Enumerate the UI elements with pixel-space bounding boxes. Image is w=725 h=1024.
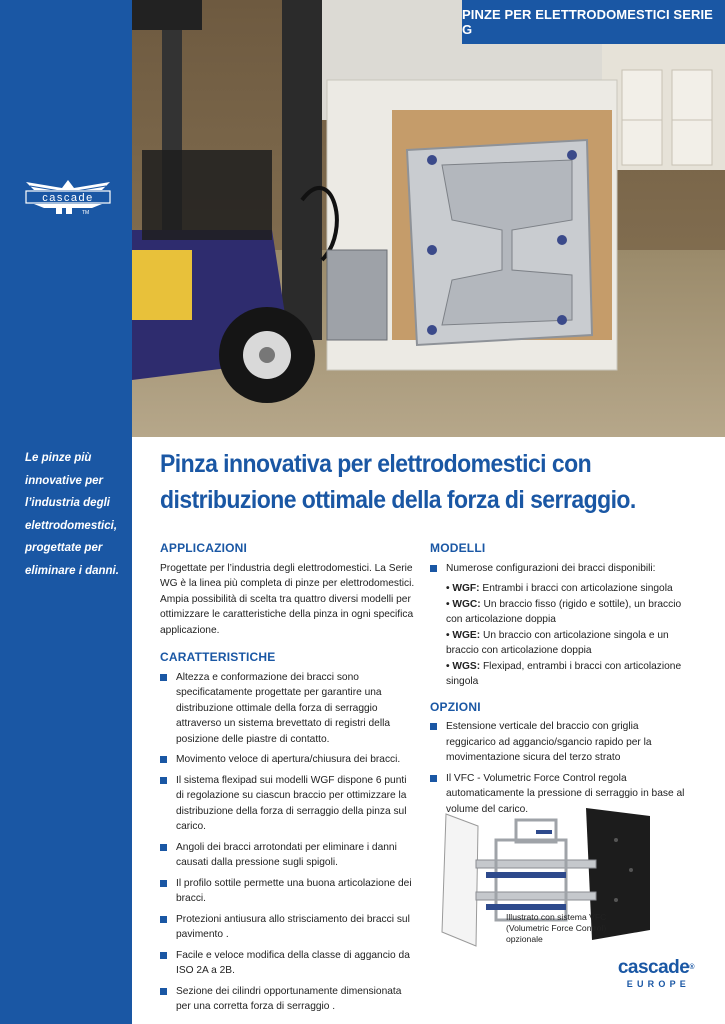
- model-code: • WGS:: [446, 660, 481, 672]
- series-header-tab: PINZE PER ELETTRODOMESTICI SERIE G: [462, 0, 725, 44]
- list-item: [160, 984, 415, 1015]
- bullet-square-icon: [160, 844, 167, 851]
- list-item-text: Altezza e conformazione dei bracci sono specificatamente progettate per garantire una distribuzione ottimale della forza di serraggio attraverso un sistema brevettato di registri della posizione delle piastre di contatto.: [176, 671, 391, 745]
- registered-mark: ®: [689, 964, 694, 971]
- list-item: [160, 670, 415, 748]
- list-item: [160, 876, 415, 907]
- logo-text: cascade: [42, 192, 94, 204]
- brand-name: [584, 958, 694, 978]
- modelli-heading: MODELLI: [430, 541, 486, 555]
- model-item: [446, 597, 690, 628]
- model-desc: Entrambi i bracci con articolazione singola: [479, 583, 673, 594]
- list-item: [160, 752, 415, 768]
- bullet-square-icon: [430, 723, 437, 730]
- tagline-line: eliminare i danni.: [25, 564, 119, 577]
- list-item: [160, 773, 415, 835]
- model-item: [446, 628, 690, 659]
- bullet-square-icon: [430, 565, 437, 572]
- title-line: distribuzione ottimale della forza di serraggio.: [160, 486, 636, 514]
- bullet-square-icon: [430, 775, 437, 782]
- left-column: [160, 541, 415, 1024]
- list-item-text: Protezioni antiusura allo strisciamento dei bracci sul pavimento .: [176, 913, 410, 940]
- model-code: • WGF:: [446, 583, 480, 594]
- list-item: [160, 840, 415, 871]
- modelli-list: [430, 561, 690, 577]
- bullet-square-icon: [160, 916, 167, 923]
- bullet-square-icon: [160, 674, 167, 681]
- applicazioni-heading: APPLICAZIONI: [160, 541, 248, 555]
- tagline-line: innovative per: [25, 474, 103, 487]
- list-item-text: Il VFC - Volumetric Force Control regola automaticamente la pressione di serraggio in base al volume del carico.: [446, 772, 685, 815]
- modelli-intro: Numerose configurazioni dei bracci disponibili:: [446, 562, 656, 574]
- applicazioni-text: Progettate per l’industria degli elettrodomestici. La Serie WG è la linea più completa di pinze per elettrodomestici. Ampia possibilità di scelta tra quattro diversi modelli per ottimizzare le caratteristiche della pinza in ogni specifica applicazione.: [160, 562, 415, 636]
- sidebar-band: [0, 0, 132, 1024]
- bullet-square-icon: [160, 880, 167, 887]
- opzioni-heading: OPZIONI: [430, 699, 481, 714]
- hero-photo: [132, 0, 725, 437]
- tagline-line: elettrodomestici,: [25, 519, 118, 532]
- list-item-text: Il sistema flexipad sui modelli WGF dispone 6 punti di regolazione su ciascun braccio per ottimizzare la distribuzione della forza di serraggio della pinza sul carico.: [176, 774, 407, 832]
- tagline-line: l’industria degli: [25, 497, 110, 510]
- list-item-text: Movimento veloce di apertura/chiusura dei bracci.: [176, 754, 401, 765]
- list-item-text: Il profilo sottile permette una buona articolazione dei bracci.: [176, 877, 412, 904]
- bullet-square-icon: [160, 756, 167, 763]
- list-item-text: Angoli dei bracci arrotondati per eliminare i danni causati dalla pressione sugli spigoli.: [176, 841, 397, 868]
- page-title: [160, 446, 666, 518]
- list-item: [430, 561, 690, 577]
- image-caption: Illustrato con sistema VFC (Volumetric Force Control) opzionale: [506, 912, 607, 944]
- model-code: • WGE:: [446, 629, 481, 641]
- caratteristiche-list: [160, 670, 415, 1015]
- model-desc: Flexipad, entrambi i bracci con articolazione singola: [446, 660, 682, 687]
- title-line: Pinza innovativa per elettrodomestici con: [160, 450, 592, 478]
- tagline: [25, 447, 125, 583]
- model-code: • WGC:: [446, 598, 481, 610]
- model-item: [446, 659, 690, 690]
- list-item: [430, 719, 690, 766]
- svg-text:TM: TM: [82, 210, 90, 216]
- bullet-square-icon: [160, 988, 167, 995]
- bullet-square-icon: [160, 777, 167, 784]
- model-item: [446, 581, 690, 597]
- list-item-text: Facile e veloce modifica della classe di aggancio da ISO 2A a 2B.: [176, 949, 410, 976]
- list-item-text: Estensione verticale del braccio con griglia reggicarico ad aggancio/sgancio rapido per la movimentazione sicura del terzo strato: [446, 721, 652, 763]
- tagline-line: Le pinze più: [25, 452, 92, 464]
- model-list: [430, 581, 690, 690]
- tagline-line: progettate per: [25, 542, 103, 555]
- caratteristiche-heading: CARATTERISTICHE: [160, 650, 276, 664]
- list-item-text: Sezione dei cilindri opportunamente dimensionata per una corretta forza di serraggio .: [176, 985, 402, 1012]
- bullet-square-icon: [160, 952, 167, 959]
- brand-subtitle: EUROPE: [626, 979, 690, 989]
- right-column: [430, 541, 690, 829]
- model-desc: Un braccio con articolazione singola e un braccio con articolazione doppia: [446, 629, 669, 656]
- cascade-logo: [22, 176, 114, 216]
- brand-name-text: cascade: [617, 957, 690, 978]
- list-item: [160, 948, 415, 979]
- model-desc: Un braccio fisso (rigido e sottile), un braccio con articolazione doppia: [446, 598, 682, 625]
- brand-footer: [584, 958, 694, 990]
- list-item: [160, 912, 415, 943]
